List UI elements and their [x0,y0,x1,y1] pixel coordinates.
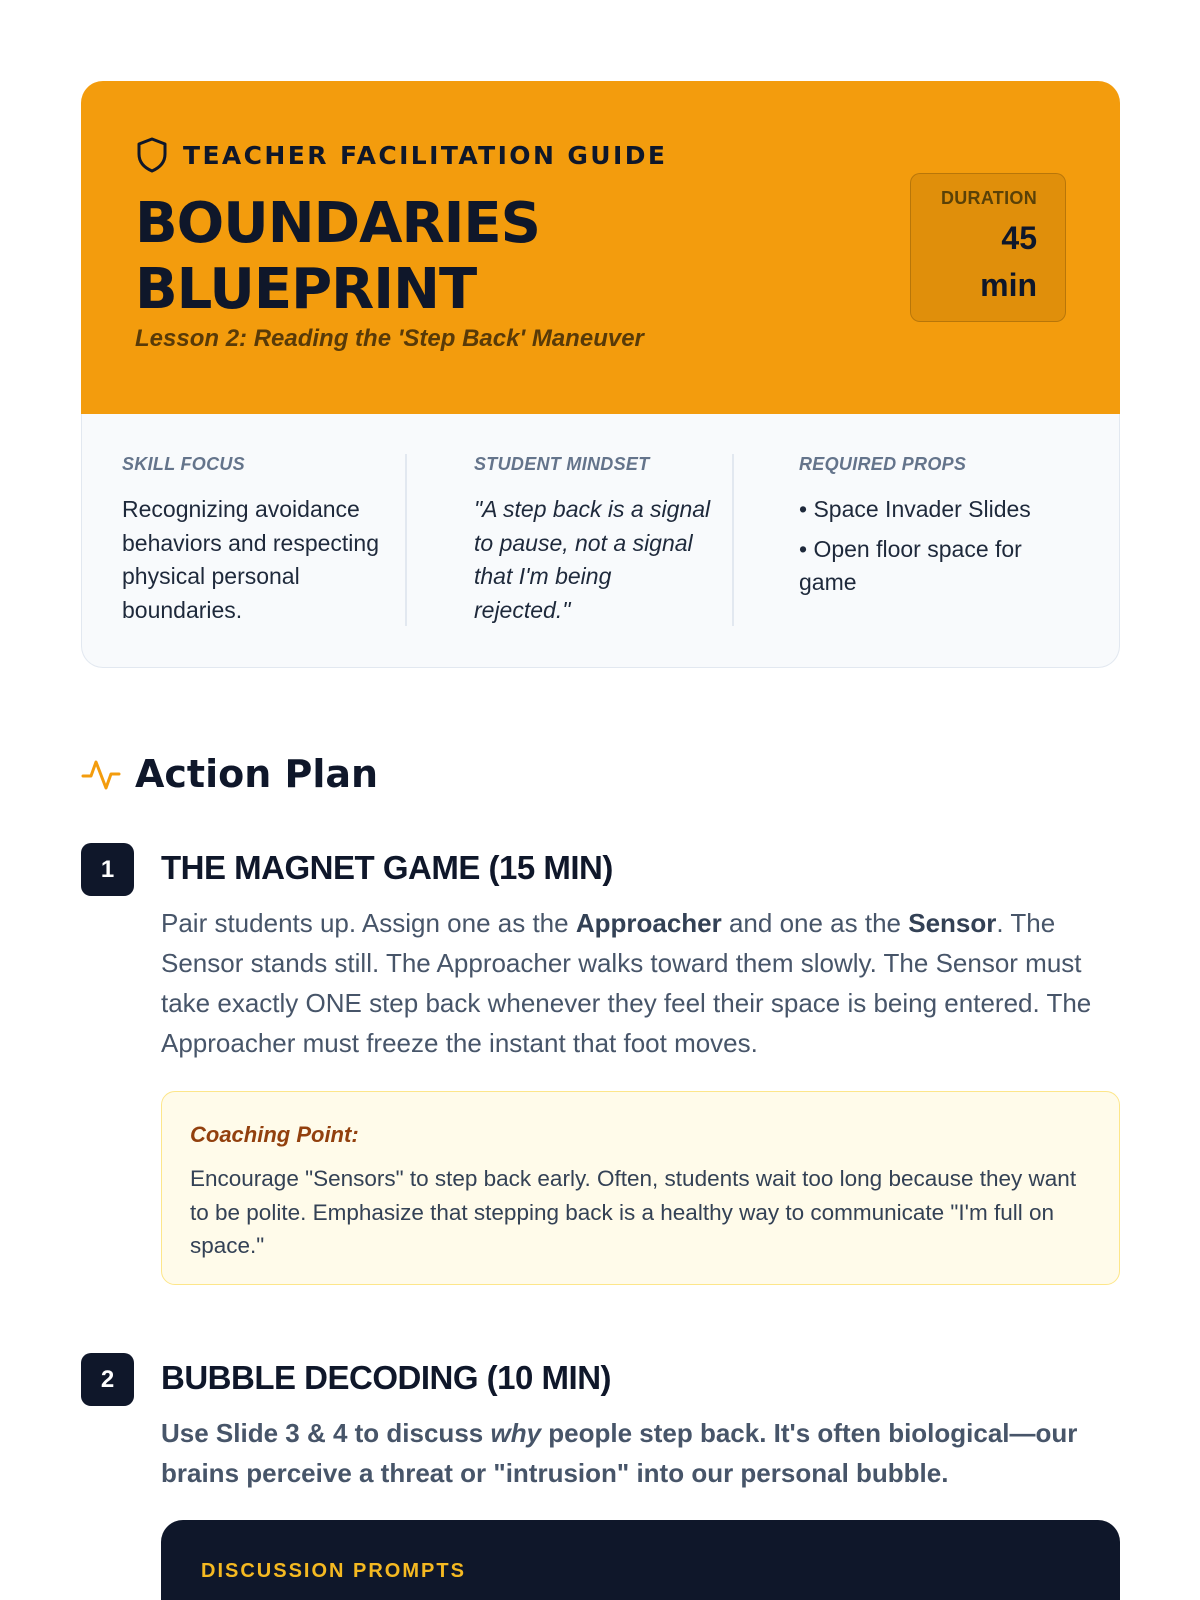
props-item: • Open floor space for game [799,535,1022,595]
lesson-meta [81,414,1120,668]
duration-number: 45 [1001,220,1037,256]
step-number: 1 [81,843,134,896]
step-number: 2 [81,1353,134,1406]
duration-value [911,215,1037,309]
step-title: BUBBLE DECODING (10 MIN) [161,1359,612,1396]
coaching-point-box [161,1091,1120,1285]
skill-focus [122,454,390,627]
coaching-point-label: Coaching Point: [190,1122,359,1147]
activity-icon [81,754,121,794]
role-sensor: Sensor [908,908,997,938]
discussion-prompts-label: DISCUSSION PROMPTS [201,1560,466,1582]
student-mindset-text: "A step back is a signal to pause, not a signal that I'm being rejected." [474,496,711,623]
step-text: . The Sensor stands still. The Approacher walks toward them slowly. The Sensor must take exactly ONE step back whenever they feel their space is being entered. The Approacher must freeze the instant that foot moves. [161,908,1092,1058]
discussion-prompts-box [161,1520,1120,1600]
step-description [161,903,1123,1063]
lesson-subtitle: Lesson 2: Reading the 'Step Back' Maneuver [135,325,644,352]
required-props [799,454,1049,606]
coaching-point-text: Encourage "Sensors" to step back early. Often, students wait too long because they want to be polite. Emphasize that stepping back is a healthy way to communicate "I'm full on space." [190,1166,1077,1258]
student-mindset-label: STUDENT MINDSET [474,454,650,474]
skill-focus-label: SKILL FOCUS [122,454,245,474]
page-title [135,191,540,323]
eyebrow [135,136,667,174]
student-mindset [474,454,714,627]
props-list [799,493,1049,600]
step-text: Use Slide 3 & 4 to discuss [161,1418,491,1448]
step-text: people step back. It's often biological—our brains perceive a threat or "intrusion" into our personal bubble. [161,1418,1078,1488]
duration-badge [910,173,1066,322]
meta-divider [405,454,407,626]
step-description [161,1413,1123,1493]
required-props-label: REQUIRED PROPS [799,454,967,474]
title-line-1: BOUNDARIES [135,191,540,256]
step-text: and one as the [721,908,909,938]
title-line-2: BLUEPRINT [135,257,477,322]
eyebrow-text: TEACHER FACILITATION GUIDE [183,140,668,170]
meta-divider [732,454,734,626]
step-text: Pair students up. Assign one as the [161,908,576,938]
props-item: • Space Invader Slides [799,496,1031,522]
action-plan-title: Action Plan [135,752,379,796]
duration-unit: min [980,267,1037,303]
step-title: THE MAGNET GAME (15 MIN) [161,849,613,886]
role-approacher: Approacher [575,908,722,938]
action-plan-heading [81,752,378,796]
emphasis-why: why [490,1418,542,1448]
header-banner [81,81,1120,414]
skill-focus-text: Recognizing avoidance behaviors and respecting physical personal boundaries. [122,496,379,623]
duration-label: DURATION [940,188,1037,208]
shield-icon [135,136,169,174]
